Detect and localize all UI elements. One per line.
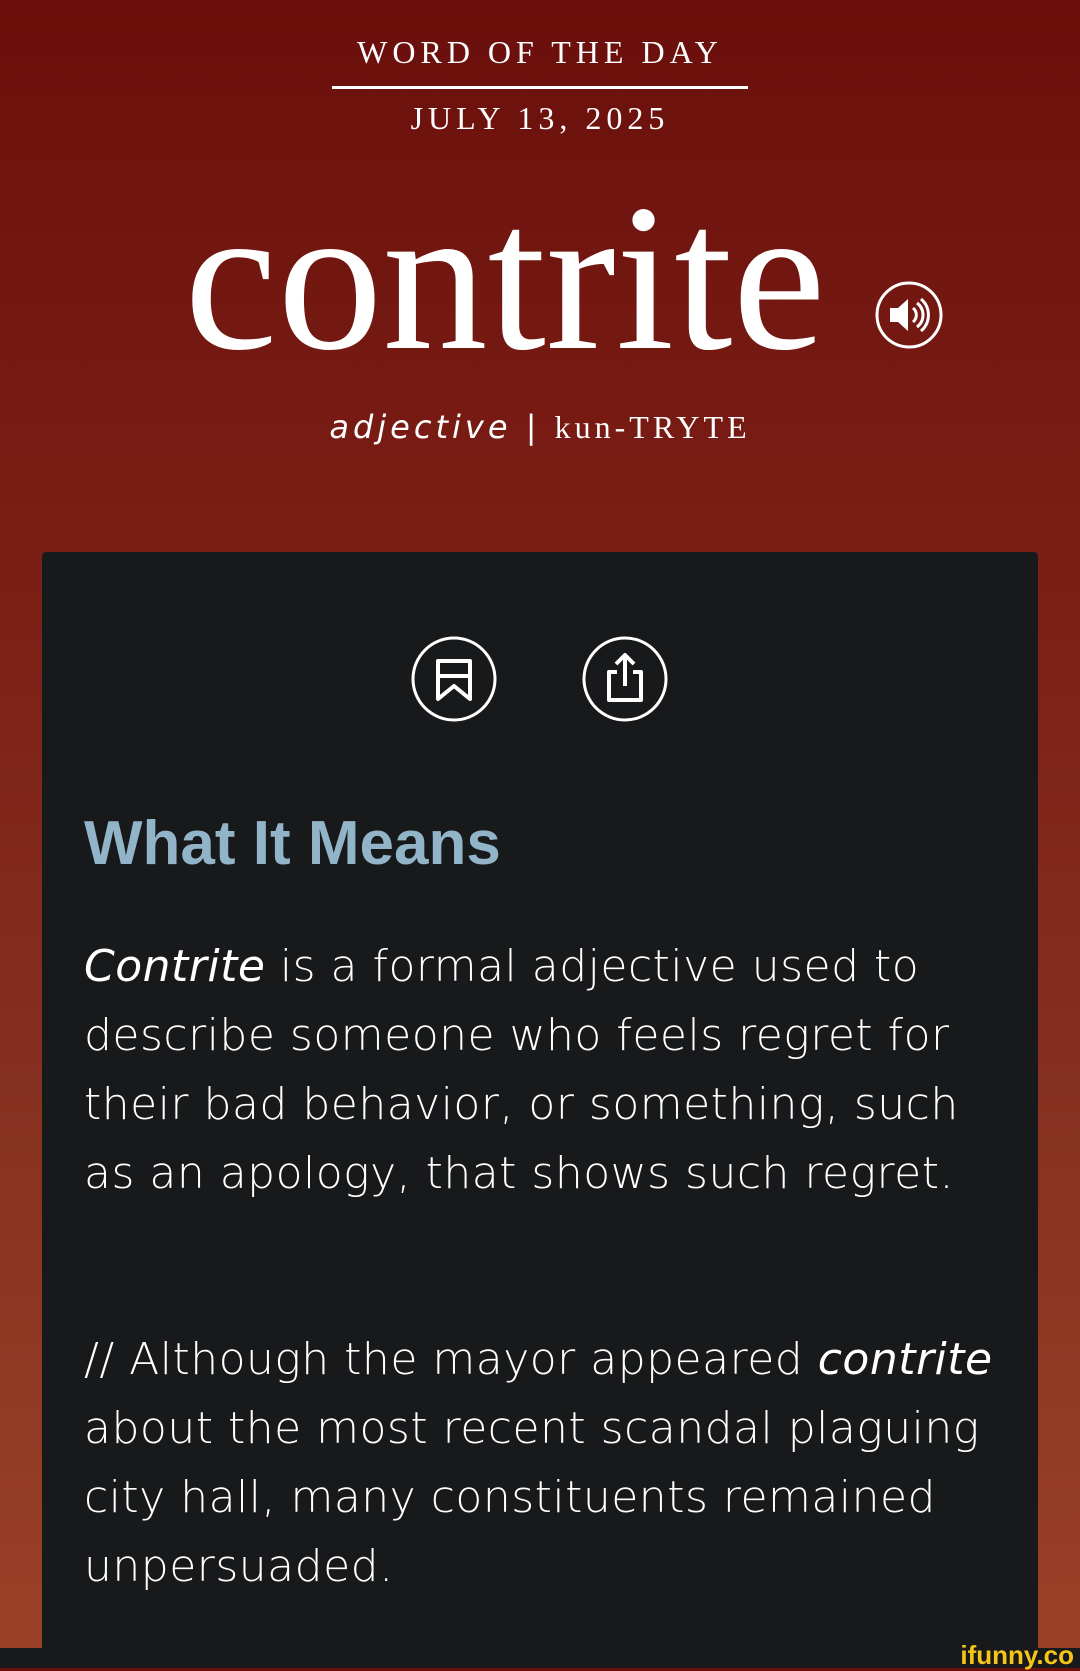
separator: | [525, 408, 541, 446]
example-italic-word: contrite [817, 1334, 993, 1385]
divider [332, 86, 748, 89]
bottom-bar [0, 1648, 1080, 1668]
word-info [0, 408, 1080, 446]
bookmark-icon[interactable] [411, 636, 497, 722]
section-heading: What It Means [84, 809, 501, 878]
example-prefix: // Although the mayor appeared [84, 1334, 818, 1385]
pronunciation: kun-TRYTE [554, 409, 751, 445]
part-of-speech: adjective [329, 408, 512, 446]
word-of-the-day-label: WORD OF THE DAY [357, 34, 723, 70]
share-icon[interactable] [582, 636, 668, 722]
example-text [84, 1325, 1014, 1601]
definition-rest: is a formal adjective used to describe someone who feels regret for their bad behavior, or something, such as an apology, that shows such regret. [84, 941, 959, 1199]
example-rest: about the most recent scandal plaguing city hall, many constituents remained unpersuaded. [84, 1403, 980, 1592]
watermark: ifunny.co [960, 1640, 1074, 1670]
date: JULY 13, 2025 [410, 100, 670, 136]
word-title: contrite [184, 162, 826, 394]
definition-italic-word: Contrite [84, 941, 266, 992]
definition-text [84, 932, 1014, 1208]
speaker-icon[interactable] [874, 280, 944, 350]
